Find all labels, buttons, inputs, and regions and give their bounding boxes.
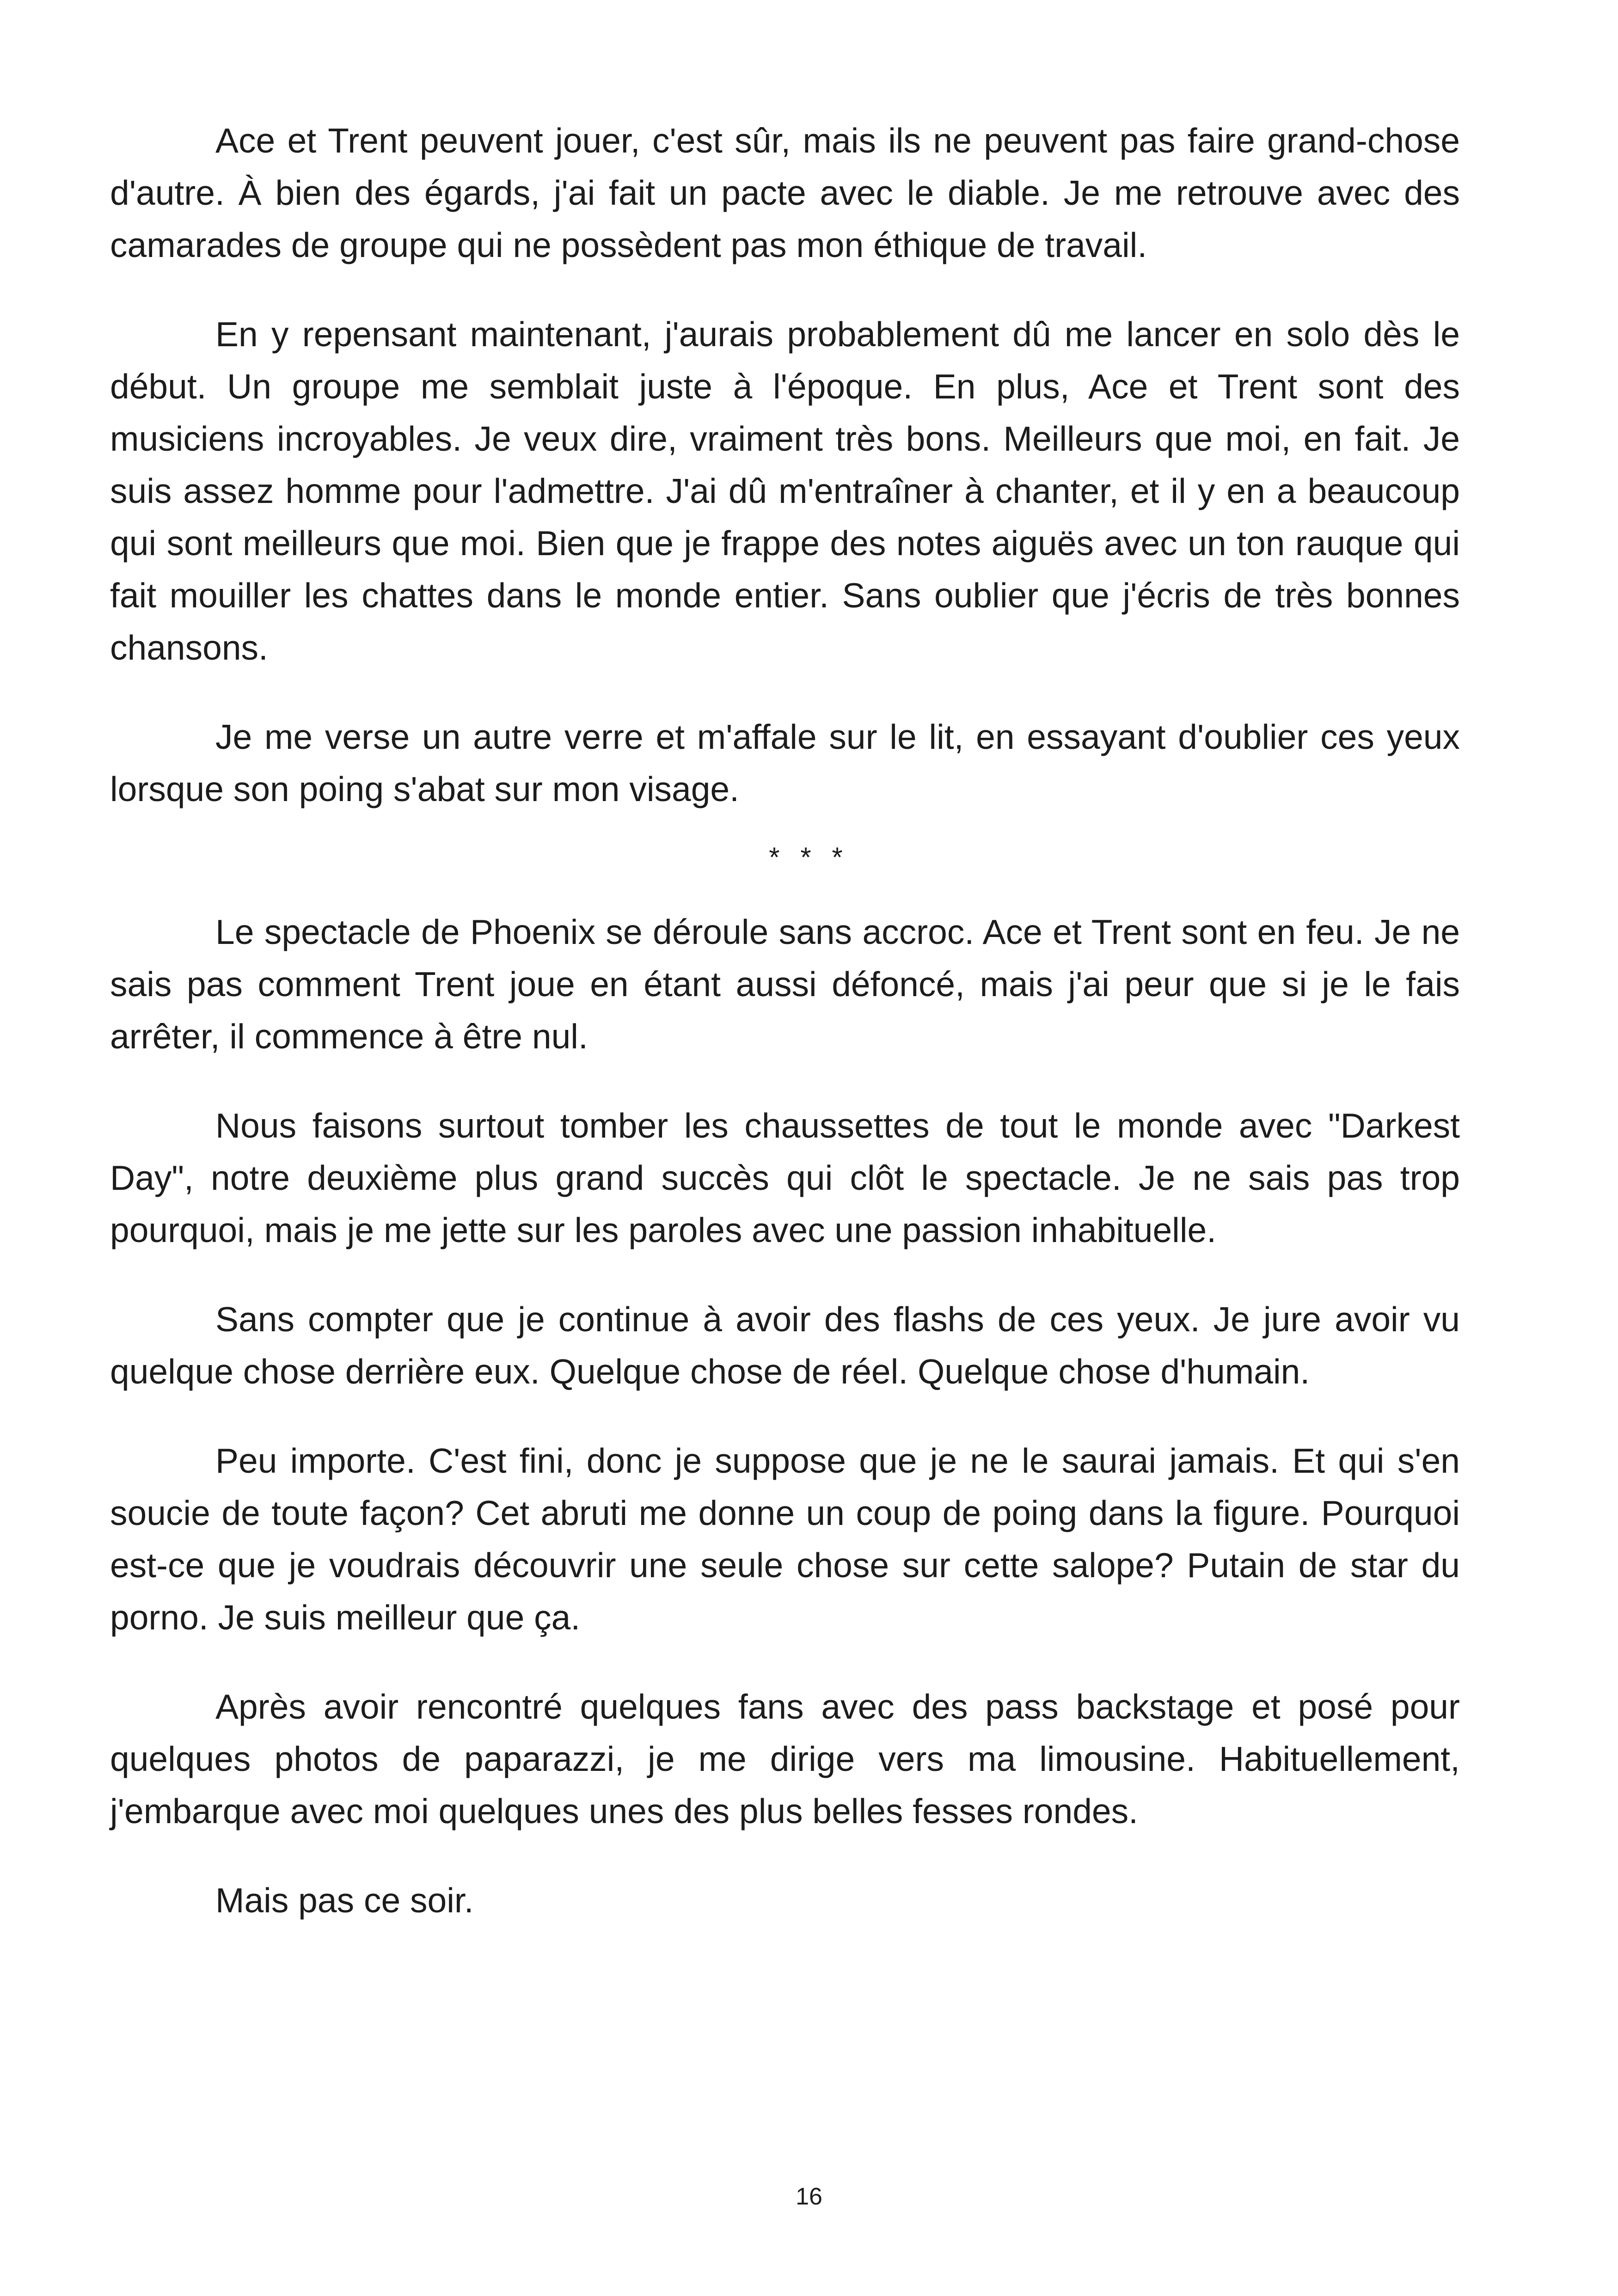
text-block-bottom [110, 906, 1460, 1927]
paragraph-7: Peu importe. C'est fini, donc je suppose que je ne le saurai jamais. Et qui s'en soucie de toute façon? Cet abruti me donne un coup de poing dans la figure. Pourquoi est-ce que je voudrais découvrir une seule chose sur cette salope? Putain de star du porno. Je suis meilleur que ça. [110, 1441, 1460, 1637]
paragraph-3: Je me verse un autre verre et m'affale sur le lit, en essayant d'oublier ces yeux lorsque son poing s'abat sur mon visage. [110, 717, 1460, 808]
paragraph-2: En y repensant maintenant, j'aurais probablement dû me lancer en solo dès le début. Un groupe me semblait juste à l'époque. En plus, Ace et Trent sont des musiciens incroyables. Je veux dire, vraiment très bons. Meilleurs que moi, en fait. Je suis assez homme pour l'admettre. J'ai dû m'entraîner à chanter, et il y en a beaucoup qui sont meilleurs que moi. Bien que je frappe des notes aiguës avec un ton rauque qui fait mouiller les chattes dans le monde entier. Sans oublier que j'écris de très bonnes chansons. [110, 315, 1460, 667]
page-number: 16 [796, 2183, 822, 2210]
paragraph-4: Le spectacle de Phoenix se déroule sans accroc. Ace et Trent sont en feu. Je ne sais pas comment Trent joue en étant aussi défoncé, mais j'ai peur que si je le fais arrêter, il commence à être nul. [110, 912, 1460, 1056]
section-separator: * * * [769, 842, 849, 873]
paragraph-9: Mais pas ce soir. [215, 1881, 474, 1920]
paragraph-6: Sans compter que je continue à avoir des flashs de ces yeux. Je jure avoir vu quelque chose derrière eux. Quelque chose de réel. Quelque chose d'humain. [110, 1300, 1460, 1391]
paragraph-1: Ace et Trent peuvent jouer, c'est sûr, mais ils ne peuvent pas faire grand-chose d'autre. À bien des égards, j'ai fait un pacte avec le diable. Je me retrouve avec des camarades de groupe qui ne possèdent pas mon éthique de travail. [110, 121, 1460, 264]
text-block-top [110, 115, 1460, 815]
paragraph-8: Après avoir rencontré quelques fans avec des pass backstage et posé pour quelques photos de paparazzi, je me dirige vers ma limousine. Habituellement, j'embarque avec moi quelques unes des plus belles fesses rondes. [110, 1687, 1460, 1831]
paragraph-5: Nous faisons surtout tomber les chaussettes de tout le monde avec "Darkest Day", notre deuxième plus grand succès qui clôt le spectacle. Je ne sais pas trop pourquoi, mais je me jette sur les paroles avec une passion inhabituelle. [110, 1106, 1460, 1249]
